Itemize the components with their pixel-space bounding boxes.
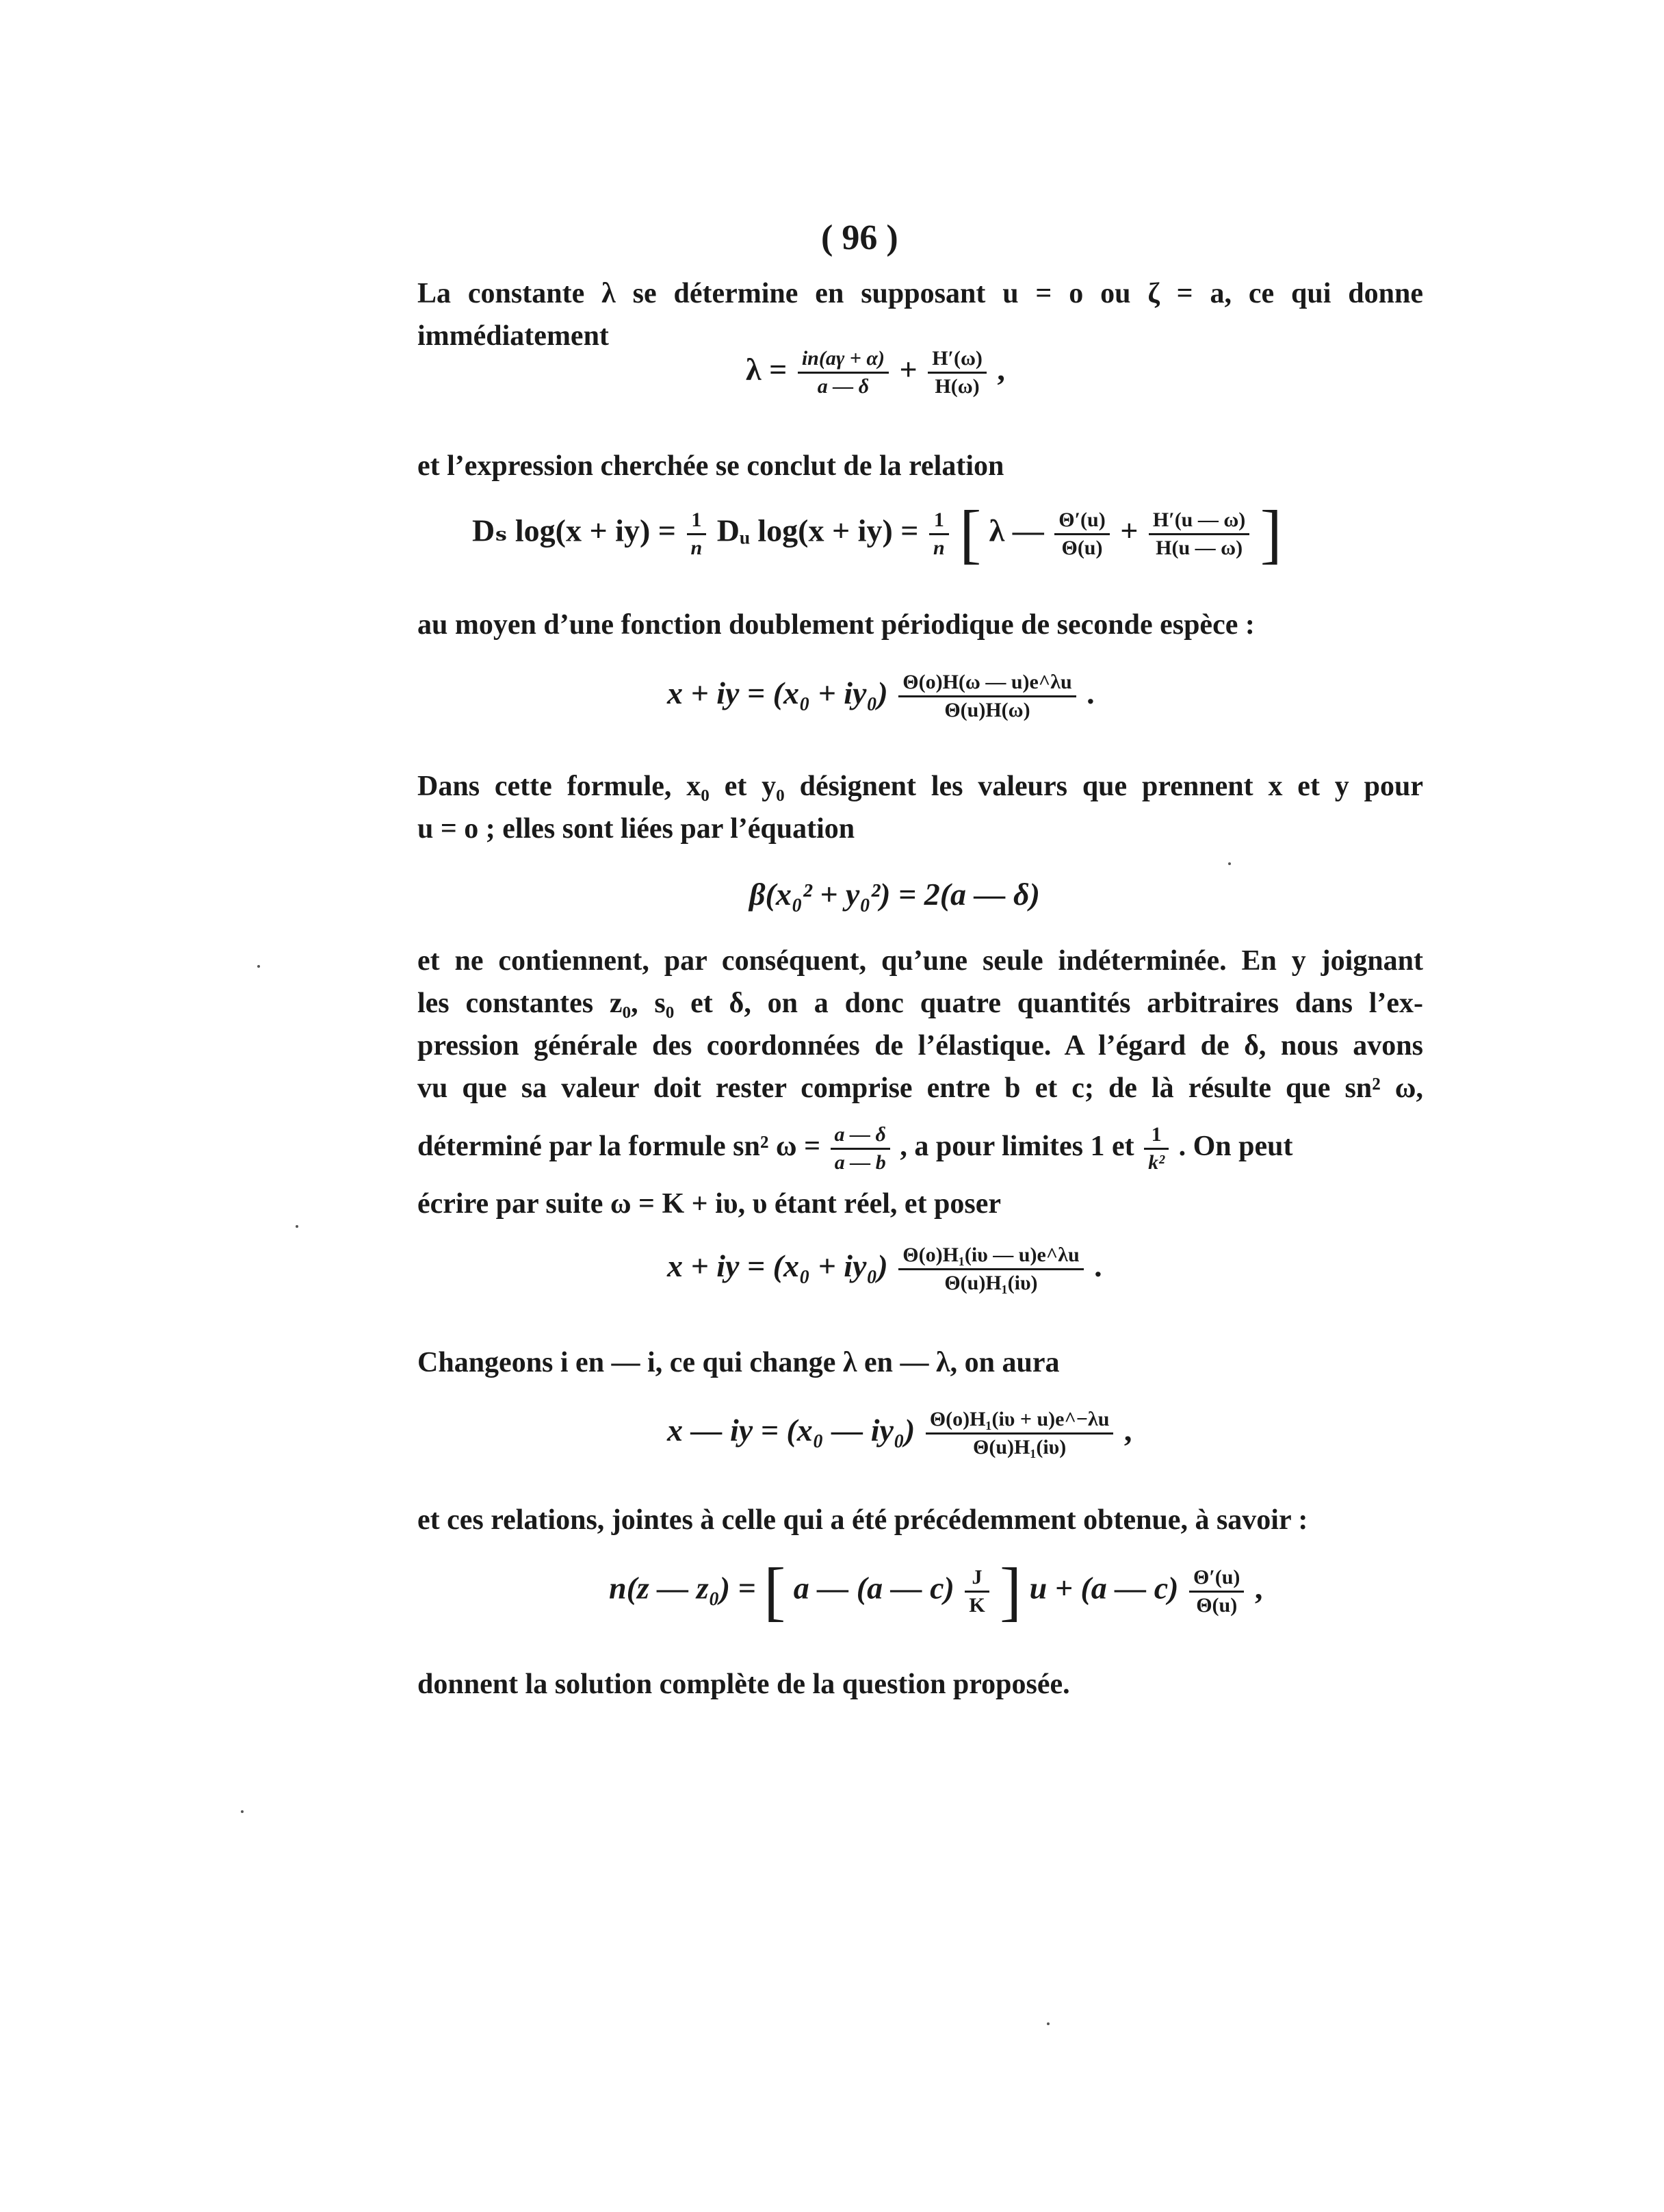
eq2-f2-numerator: 1 (929, 507, 949, 535)
equation-nz (609, 1554, 1263, 1628)
eq2-f3-numerator: Θ′(u) (1054, 507, 1109, 535)
eq8-part-b: u + (a — c) (1029, 1570, 1179, 1606)
p2-line: et l’expression cherchée se conclut de la relation (417, 450, 1004, 482)
eq1-fraction-1 (798, 346, 889, 400)
p5-sn-numerator: a — δ (831, 1122, 890, 1150)
eq8-f1-denominator: K (969, 1593, 985, 1617)
equation-xiy-1 (667, 669, 1095, 723)
eq1-plus: + (899, 352, 918, 387)
p3-line: au moyen d’une fonction doublement périodique de seconde espèce : (417, 609, 1255, 641)
eq2-fraction-1 (687, 507, 707, 561)
eq1-end: , (997, 352, 1005, 387)
eq8-lhs: n(z — z₀) = (609, 1570, 756, 1606)
p5-line-5c: . On peut (1178, 1131, 1293, 1163)
eq3-lhs: x + iy = (x₀ + iy₀) (667, 676, 888, 711)
paragraph-3 (417, 604, 1423, 646)
eq2-fraction-3 (1054, 507, 1109, 561)
p7-line: et ces relations, jointes à celle qui a été précédemment obtenue, à savoir : (417, 1504, 1308, 1536)
p5-sn-fraction (831, 1122, 890, 1176)
p5-line-3: pression générale des coordonnées de l’élastique. A l’égard de δ, nous avons (417, 1030, 1423, 1062)
scan-speck (241, 1810, 244, 1813)
p5-line-1: et ne contiennent, par conséquent, qu’une seule indéterminée. En y joignant (417, 945, 1423, 977)
eq1-f2-numerator: H′(ω) (928, 346, 987, 374)
scan-speck (1228, 862, 1231, 865)
eq1-f1-denominator: a — δ (817, 375, 870, 398)
p1-line-2: immédiatement (417, 320, 609, 352)
eq8-f2-denominator: Θ(u) (1196, 1593, 1238, 1617)
eq2-f2-denominator: n (933, 536, 945, 559)
eq6-end: . (1094, 1248, 1102, 1284)
p5-line-5a: déterminé par la formule sn² ω = (417, 1131, 821, 1163)
eq6-denominator: Θ(u)H₁(iυ) (944, 1272, 1038, 1294)
eq8-part-a: a — (a — c) (793, 1570, 954, 1606)
eq2-part-a: Dₛ log(x + iy) = (472, 513, 676, 548)
eq2-fraction-4 (1149, 507, 1249, 561)
eq8-f1-numerator: J (965, 1565, 989, 1593)
eq1-lhs: λ = (746, 352, 788, 387)
eq6-lhs: x + iy = (x₀ + iy₀) (667, 1248, 888, 1284)
p5-limit-fraction (1144, 1122, 1169, 1176)
eq1-fraction-2 (928, 346, 987, 400)
paragraph-6 (417, 1341, 1423, 1384)
p6-line: Changeons i en — i, ce qui change λ en — λ, on aura (417, 1347, 1060, 1378)
p5-line-6: écrire par suite ω = K + iυ, υ étant réel, et poser (417, 1188, 1002, 1220)
equation-xiy-2 (667, 1242, 1102, 1296)
scan-speck (1047, 2022, 1050, 2025)
eq3-denominator: Θ(u)H(ω) (944, 699, 1030, 721)
eq2-plus: + (1120, 513, 1139, 548)
paragraph-5 (417, 940, 1423, 1225)
eq8-fraction-2 (1189, 1565, 1244, 1619)
page-number: ( 96 ) (821, 218, 898, 257)
eq2-part-b: Dᵤ log(x + iy) = (716, 513, 919, 548)
eq2-f1-denominator: n (690, 536, 703, 559)
eq2-f3-denominator: Θ(u) (1061, 536, 1103, 559)
eq2-f1-numerator: 1 (687, 507, 707, 535)
p1-line-1: La constante λ se détermine en supposant u = o ou ζ = a, ce qui donne (417, 278, 1423, 309)
eq3-fraction (898, 669, 1076, 723)
eq2-f4-denominator: H(u — ω) (1156, 536, 1243, 559)
eq8-end: , (1254, 1570, 1263, 1606)
scan-speck (296, 1225, 298, 1228)
eq8-f2-numerator: Θ′(u) (1189, 1565, 1244, 1593)
eq2-f4-numerator: H′(u — ω) (1149, 507, 1249, 535)
paragraph-2 (417, 445, 1423, 487)
p5-line-2: les constantes z₀, s₀ et δ, on a donc quatre quantités arbitraires dans l’ex- (417, 988, 1423, 1019)
eq4: β(x₀² + y₀²) = 2(a — δ) (749, 877, 1040, 912)
eq1-f2-denominator: H(ω) (935, 375, 980, 398)
equation-xiy-3 (667, 1406, 1132, 1461)
p8-line: donnent la solution complète de la question proposée. (417, 1669, 1070, 1700)
eq8-close-bracket: ] (1000, 1554, 1022, 1628)
paragraph-8 (417, 1663, 1423, 1706)
eq2-open-bracket: [ (959, 497, 982, 570)
eq6-fraction (898, 1242, 1083, 1296)
paragraph-1 (417, 272, 1423, 357)
eq8-fraction-1 (965, 1565, 989, 1619)
scan-speck (257, 965, 260, 968)
p5-limit-numerator: 1 (1144, 1122, 1169, 1150)
p5-sn-denominator: a — b (834, 1151, 886, 1174)
eq2-part-c: λ — (989, 513, 1044, 548)
p5-line-5 (417, 1122, 1423, 1176)
equation-beta (749, 876, 1040, 912)
eq7-end: , (1123, 1413, 1132, 1448)
p4-line-2: u = o ; elles sont liées par l’équation (417, 813, 855, 845)
eq2-close-bracket: ] (1260, 497, 1282, 570)
paragraph-4 (417, 765, 1423, 850)
equation-dlog (472, 497, 1282, 570)
p4-line-1: Dans cette formule, x₀ et y₀ désignent les valeurs que prennent x et y pour (417, 771, 1423, 802)
equation-lambda (746, 346, 1005, 400)
eq7-lhs: x — iy = (x₀ — iy₀) (667, 1413, 915, 1448)
eq7-fraction (926, 1406, 1114, 1461)
eq7-denominator: Θ(u)H₁(iυ) (973, 1436, 1067, 1458)
eq3-end: . (1087, 676, 1095, 711)
eq6-numerator: Θ(o)H₁(iυ — u)e^λu (898, 1242, 1083, 1270)
eq2-fraction-2 (929, 507, 949, 561)
p5-line-4: vu que sa valeur doit rester comprise entre b et c; de là résulte que sn² ω, (417, 1072, 1423, 1104)
p5-limit-denominator: k² (1148, 1151, 1165, 1174)
p5-line-5b: , a pour limites 1 et (900, 1131, 1134, 1163)
eq1-f1-numerator: in(aγ + α) (798, 346, 889, 374)
eq7-numerator: Θ(o)H₁(iυ + u)e^−λu (926, 1406, 1114, 1435)
eq8-open-bracket: [ (764, 1554, 786, 1628)
paragraph-7 (417, 1499, 1423, 1541)
eq3-numerator: Θ(o)H(ω — u)e^λu (898, 669, 1076, 697)
